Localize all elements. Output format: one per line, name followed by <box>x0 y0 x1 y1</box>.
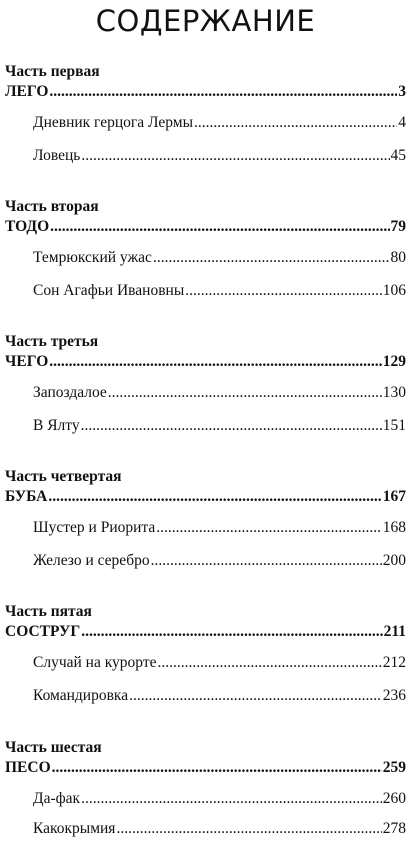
dot-leader <box>50 216 389 238</box>
entry-title: В Ялту <box>33 417 80 434</box>
toc-main-entry[interactable] <box>5 621 406 643</box>
entry-title: Запоздалое <box>33 384 107 401</box>
page-title: СОДЕРЖАНИЕ <box>95 4 316 38</box>
toc-sub-entry[interactable] <box>5 415 406 437</box>
dot-leader <box>185 280 382 302</box>
entry-title: Шустер и Риорита <box>33 519 156 536</box>
entry-page: 259 <box>382 759 406 776</box>
toc-main-entry[interactable] <box>5 81 406 103</box>
entry-page: 151 <box>382 417 406 434</box>
toc-main-entry[interactable] <box>5 486 406 508</box>
entry-title: ТОДО <box>5 218 50 235</box>
entry-page: 3 <box>398 83 406 100</box>
toc-part-4 <box>5 467 406 569</box>
entry-title: Сон Агафьи Ивановны <box>33 282 185 299</box>
dot-leader <box>108 382 382 404</box>
dot-leader <box>81 415 382 437</box>
entry-title: ЛЕГО <box>5 83 49 100</box>
toc-sub-entry[interactable] <box>5 517 406 539</box>
entry-title: Командировка <box>33 687 129 704</box>
toc-part-5 <box>5 602 406 704</box>
toc-sub-entry[interactable] <box>5 280 406 302</box>
entry-page: 212 <box>382 654 406 671</box>
entry-title: Случай на курорте <box>33 654 157 671</box>
toc-sub-entry[interactable] <box>5 550 406 572</box>
dot-leader <box>48 486 381 508</box>
entry-page: 168 <box>382 519 406 536</box>
toc-part-1 <box>5 62 406 164</box>
dot-leader <box>151 550 382 572</box>
dot-leader <box>194 112 397 134</box>
entry-title: Дневник герцога Лермы <box>33 114 194 131</box>
toc-main-entry[interactable] <box>5 351 406 373</box>
dot-leader <box>49 351 382 373</box>
part-label: Часть четвертая <box>5 468 122 485</box>
dot-leader <box>52 757 382 779</box>
entry-title: СОСТРУГ <box>5 623 81 640</box>
entry-page: 167 <box>382 488 406 505</box>
dot-leader <box>81 788 382 810</box>
part-label: Часть пятая <box>5 603 92 620</box>
entry-page: 211 <box>383 623 406 640</box>
entry-page: 79 <box>390 218 406 235</box>
entry-title: ЧЕГО <box>5 353 49 370</box>
dot-leader <box>153 247 390 269</box>
dot-leader <box>81 621 382 643</box>
entry-title: БУБА <box>5 488 48 505</box>
dot-leader <box>116 818 381 840</box>
toc-sub-entry[interactable] <box>5 685 406 707</box>
dot-leader <box>81 145 389 167</box>
entry-title: Какокрымия <box>33 820 116 837</box>
part-label: Часть третья <box>5 333 99 350</box>
toc-part-3 <box>5 332 406 434</box>
part-label: Часть первая <box>5 63 100 80</box>
toc-sub-entry[interactable] <box>5 788 406 810</box>
toc-sub-entry[interactable] <box>5 145 406 167</box>
entry-page: 80 <box>390 249 406 266</box>
entry-page: 278 <box>382 820 406 837</box>
dot-leader <box>156 517 381 539</box>
toc-main-entry[interactable] <box>5 757 406 779</box>
entry-title: ПЕСО <box>5 759 51 776</box>
toc-sub-entry[interactable] <box>5 382 406 404</box>
entry-title: Темрюкский ужас <box>33 249 152 266</box>
dot-leader <box>157 652 381 674</box>
entry-page: 200 <box>382 552 406 569</box>
toc-sub-entry[interactable] <box>5 652 406 674</box>
toc-sub-entry[interactable] <box>5 247 406 269</box>
toc-sub-entry[interactable] <box>5 112 406 134</box>
entry-page: 130 <box>382 384 406 401</box>
entry-title: Ловець <box>33 147 81 164</box>
entry-page: 129 <box>382 353 406 370</box>
part-label: Часть вторая <box>5 198 99 215</box>
entry-page: 236 <box>382 687 406 704</box>
toc-part-6 <box>5 738 406 837</box>
toc-part-2 <box>5 197 406 299</box>
part-label: Часть шестая <box>5 739 102 756</box>
entry-title: Да-фак <box>33 790 81 807</box>
entry-page: 106 <box>382 282 406 299</box>
toc-sub-entry[interactable] <box>5 818 406 840</box>
toc-main-entry[interactable] <box>5 216 406 238</box>
entry-page: 45 <box>390 147 406 164</box>
entry-title: Железо и серебро <box>33 552 150 569</box>
entry-page: 4 <box>398 114 406 131</box>
dot-leader <box>129 685 382 707</box>
dot-leader <box>49 81 397 103</box>
entry-page: 260 <box>382 790 406 807</box>
